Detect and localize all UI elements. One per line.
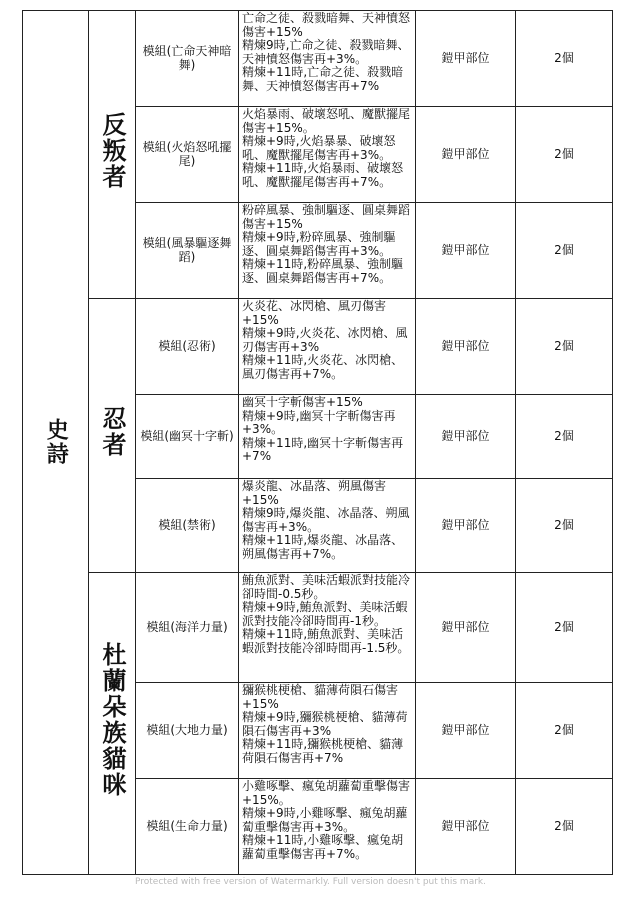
module-name: 模組(火焰怒吼擺尾) [136,107,239,203]
effect-line: 精煉+11時,粉碎風暴、強制驅逐、圓桌舞蹈傷害再+7%。 [242,257,404,285]
module-effect [239,203,416,299]
equipment-part: 鎧甲部位 [416,779,516,875]
quantity: 2個 [516,299,613,395]
effect-line: 精煉+11時,獼猴桃梗槍、貓薄荷隕石傷害再+7% [242,737,404,765]
module-name: 模組(海洋力量) [136,573,239,683]
effect-line: 小雞啄擊、瘋兔胡蘿蔔重擊傷害+15%。 [242,779,411,807]
effect-line: 精煉+9時,獼猴桃梗槍、貓薄荷隕石傷害再+3% [242,710,408,738]
equipment-part: 鎧甲部位 [416,107,516,203]
equipment-part: 鎧甲部位 [416,573,516,683]
equipment-part: 鎧甲部位 [416,11,516,107]
page-content [22,10,612,887]
quantity: 2個 [516,107,613,203]
class-label: 杜蘭朵族貓咪 [98,642,126,798]
equipment-module-table [22,10,613,875]
module-name: 模組(大地力量) [136,683,239,779]
effect-line: 精煉+9時,粉碎風暴、強制驅逐、圓桌舞蹈傷害再+3%。 [242,230,396,258]
quantity: 2個 [516,779,613,875]
module-effect [239,573,416,683]
effect-line: 精煉+9時,火焰暴暴、破壞怒吼、魔獸擺尾傷害再+3%。 [242,134,396,162]
equipment-part: 鎧甲部位 [416,203,516,299]
module-effect [239,779,416,875]
equipment-part: 鎧甲部位 [416,395,516,479]
module-name: 模組(風暴驅逐舞蹈) [136,203,239,299]
class-label: 反叛者 [98,112,126,190]
module-effect [239,11,416,107]
effect-line: 精煉+11時,火炎花、冰閃槍、風刃傷害再+7%。 [242,353,404,381]
quantity: 2個 [516,573,613,683]
watermark-text: Protected with free version of Watermarkly. Full version doesn't put this mark. [135,877,486,887]
effect-line: 火焰暴雨、破壞怒吼、魔獸擺尾傷害+15%。 [242,107,411,135]
effect-line: 鮪魚派對、美味活蝦派對技能冷卻時間-0.5秒。 [242,573,411,601]
effect-line: 精煉+11時,火焰暴雨、破壞怒吼、魔獸擺尾傷害再+7%。 [242,161,404,189]
rarity-label: 史詩 [43,418,69,467]
module-effect [239,299,416,395]
effect-line: 精煉+9時,火炎花、冰閃槍、風刃傷害再+3% [242,326,408,354]
module-name: 模組(亡命天神暗舞) [136,11,239,107]
module-name: 模組(幽冥十字斬) [136,395,239,479]
quantity: 2個 [516,683,613,779]
module-name: 模組(忍術) [136,299,239,395]
effect-line: 幽冥十字斬傷害+15% [242,395,363,409]
class-cell [89,573,136,875]
effect-line: 精煉+11時,亡命之徒、殺戮暗舞、天神憤怒傷害再+7% [242,65,404,93]
effect-line: 精煉+11時,鮪魚派對、美味活蝦派對技能冷卻時間再-1.5秒。 [242,627,410,655]
equipment-part: 鎧甲部位 [416,299,516,395]
class-label: 忍者 [98,406,126,458]
effect-line: 精煉+11時,爆炎龍、冰晶落、朔風傷害再+7%。 [242,533,404,561]
class-cell [89,11,136,299]
effect-line: 亡命之徒、殺戮暗舞、天神憤怒傷害+15% [242,11,411,39]
module-name: 模組(禁術) [136,479,239,573]
quantity: 2個 [516,395,613,479]
quantity: 2個 [516,11,613,107]
table-row [23,299,613,395]
effect-line: 火炎花、冰閃槍、風刃傷害+15% [242,299,387,327]
effect-line: 粉碎風暴、強制驅逐、圓桌舞蹈傷害+15% [242,203,411,231]
effect-line: 精煉+9時,鮪魚派對、美味活蝦派對技能冷卻時間再-1秒。 [242,600,408,628]
rarity-cell [23,11,89,875]
module-name: 模組(生命力量) [136,779,239,875]
effect-line: 精煉9時,亡命之徒、殺戮暗舞、天神憤怒傷害再+3%。 [242,38,410,66]
quantity: 2個 [516,479,613,573]
effect-line: 獼猴桃梗槍、貓薄荷隕石傷害+15% [242,683,399,711]
effect-line: 精煉9時,爆炎龍、冰晶落、朔風傷害再+3%。 [242,506,410,534]
effect-line: 精煉+11時,小雞啄擊、瘋兔胡蘿蔔重擊傷害再+7%。 [242,833,404,861]
module-effect [239,395,416,479]
table-row [23,11,613,107]
quantity: 2個 [516,203,613,299]
effect-line: 精煉+9時,小雞啄擊、瘋兔胡蘿蔔重擊傷害再+3%。 [242,806,408,834]
module-effect [239,479,416,573]
table-row [23,573,613,683]
module-effect [239,683,416,779]
effect-line: 爆炎龍、冰晶落、朔風傷害+15% [242,479,387,507]
effect-line: 精煉+9時,幽冥十字斬傷害再+3%。 [242,408,396,436]
effect-line: 精煉+11時,幽冥十字斬傷害再+7% [242,435,404,463]
class-cell [89,299,136,573]
equipment-part: 鎧甲部位 [416,683,516,779]
equipment-part: 鎧甲部位 [416,479,516,573]
module-effect [239,107,416,203]
